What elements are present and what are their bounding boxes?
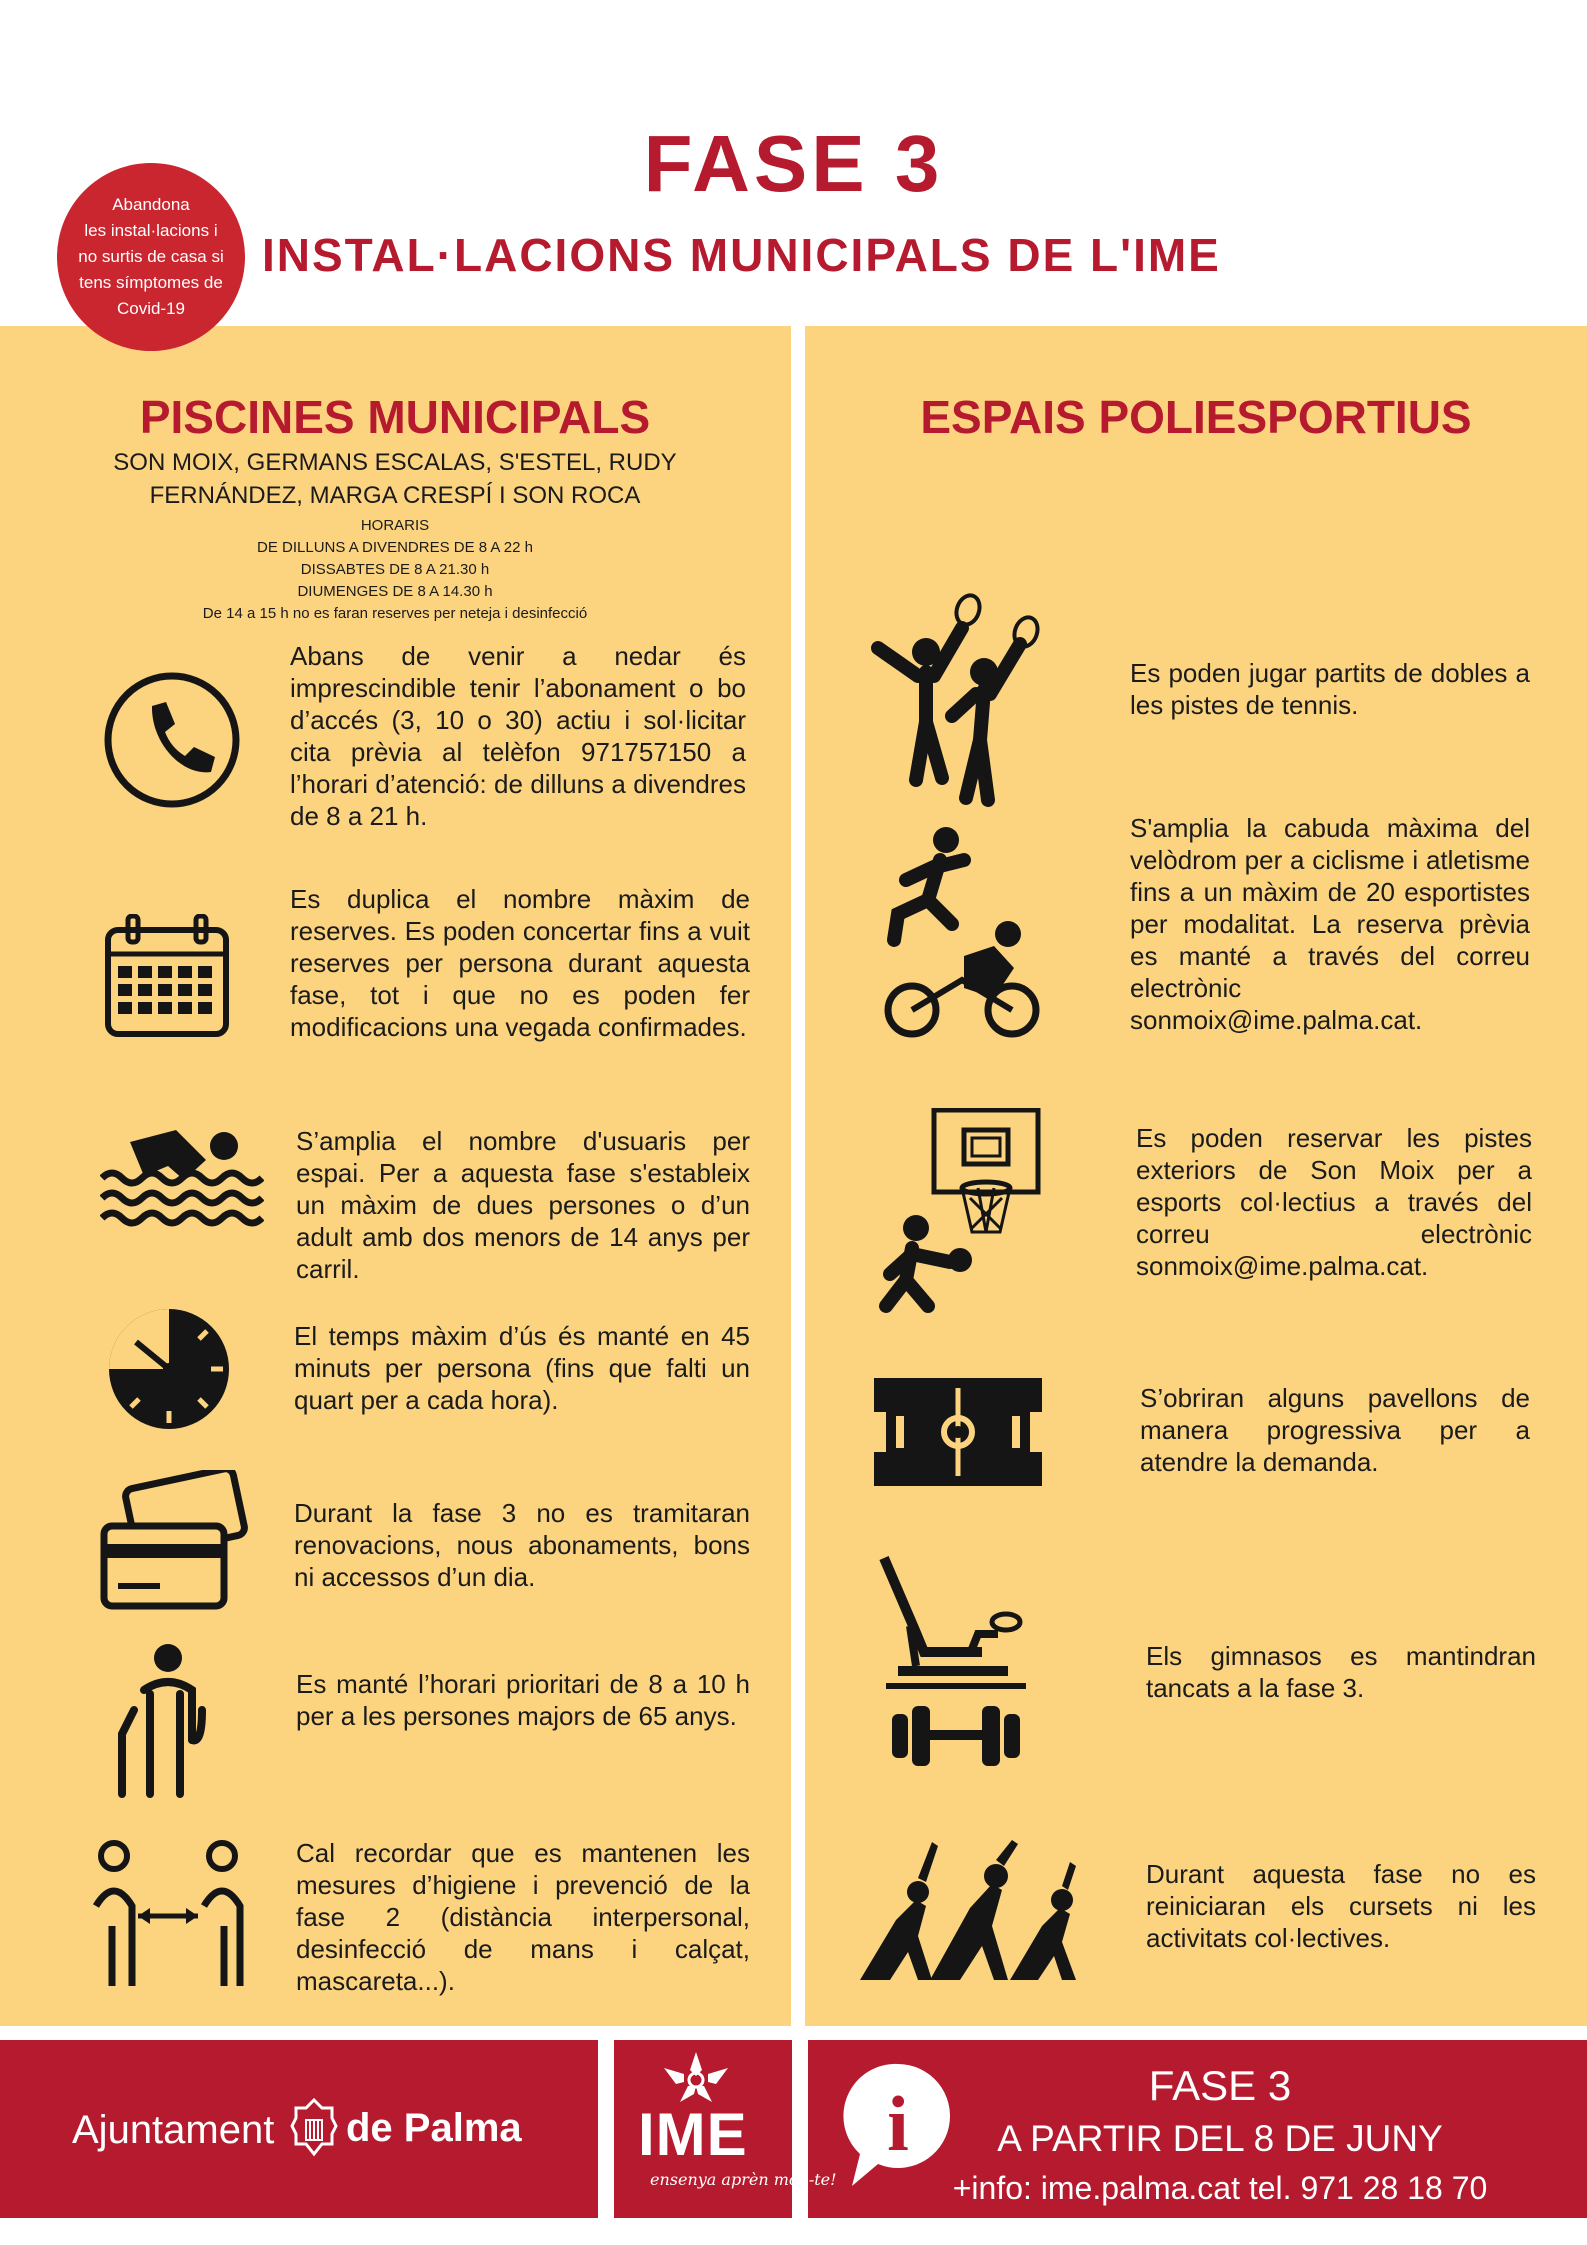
ime-logo-icon xyxy=(660,2048,732,2106)
pools-text-1: Abans de venir a nedar és imprescindible tenir l’abonament o bo d’accés (3, 10 o 30) actiu i sol·licitar cita prèvia al telèfon 971757150 a l’horari d’atenció: de dilluns a divendres de 8 a 21 h. xyxy=(290,641,746,831)
covid-warning-badge xyxy=(57,163,245,351)
cycling-athletics-icon xyxy=(872,826,1044,1038)
pools-venues xyxy=(60,446,730,512)
swimmer-icon xyxy=(100,1120,264,1232)
info-symbol: i xyxy=(887,2080,909,2167)
badge-line: Abandona xyxy=(112,195,190,214)
de-palma-text: de Palma xyxy=(346,2106,522,2150)
sports-text-4: S’obriran alguns pavellons de manera progressiva per a atendre la demanda. xyxy=(1140,1383,1530,1477)
venues-line: FERNÁNDEZ, MARGA CRESPÍ I SON ROCA xyxy=(149,482,641,509)
badge-line: les instal·lacions i xyxy=(84,221,218,240)
footer-contact: +info: ime.palma.cat tel. 971 28 18 70 xyxy=(952,2170,1488,2206)
pools-text-7: Cal recordar que es mantenen les mesures d’higiene i prevenció de la fase 2 (distància interpersonal, desinfecció de mans i calçat, mascareta...). xyxy=(296,1838,750,1996)
venues-line: SON MOIX, GERMANS ESCALAS, S'ESTEL, RUDY xyxy=(113,449,677,476)
footer-date: A PARTIR DEL 8 DE JUNY xyxy=(997,2118,1443,2159)
sports-text-2: S'amplia la cabuda màxima del velòdrom per a ciclisme i atletisme fins a un màxim de 20 esportistes per modalitat. La reserva prèvia es manté a través del correu electrònic sonmoix@ime.palma.cat. xyxy=(1130,813,1530,1035)
pools-text-5: Durant la fase 3 no es tramitaran renovacions, nous abonaments, bons ni accessos d’un dia. xyxy=(294,1498,750,1592)
page-subtitle: INSTAL·LACIONS MUNICIPALS DE L'IME xyxy=(262,229,1221,281)
schedule-line: DIUMENGES DE 8 A 14.30 h xyxy=(297,583,493,600)
clock-icon xyxy=(106,1306,232,1432)
footer-phase: FASE 3 xyxy=(1148,2062,1292,2109)
court-icon xyxy=(872,1376,1044,1488)
pools-text-3: S’amplia el nombre d'usuaris per espai. Per a aquesta fase s'estableix un màxim de dues persones o d’un adult amb dos menors de 14 anys per carril. xyxy=(296,1126,750,1284)
badge-line: tens símptomes de xyxy=(79,273,223,292)
schedule-line: DE DILLUNS A DIVENDRES DE 8 A 22 h xyxy=(257,539,533,556)
sports-text-3: Es poden reservar les pistes exteriors de Son Moix per a esports col·lectius a través del correu electrònic sonmoix@ime.palma.cat. xyxy=(1136,1123,1532,1281)
group-class-icon xyxy=(858,1838,1080,1982)
schedule-line: De 14 a 15 h no es faran reserves per neteja i desinfecció xyxy=(202,605,588,622)
pools-text-4: El temps màxim d’ús és manté en 45 minuts per persona (fins que falti un quart per a cada hora). xyxy=(294,1321,750,1415)
pools-text-6: Es manté l’horari prioritari de 8 a 10 h per a les persones majors de 65 anys. xyxy=(296,1669,750,1731)
elderly-icon xyxy=(104,1640,216,1800)
ajuntament-text: Ajuntament xyxy=(72,2108,275,2152)
tennis-icon xyxy=(866,590,1046,810)
gym-icon xyxy=(866,1556,1038,1766)
calendar-icon xyxy=(104,914,230,1038)
sports-title: ESPAIS POLIESPORTIUS xyxy=(920,391,1472,443)
pools-schedule xyxy=(60,515,730,625)
sports-text-5: Els gimnasos es mantindran tancats a la fase 3. xyxy=(1146,1641,1536,1703)
schedule-line: DISSABTES DE 8 A 21.30 h xyxy=(300,561,490,578)
palma-crest-icon xyxy=(290,2098,338,2160)
schedule-line: HORARIS xyxy=(360,517,430,534)
page-title: FASE 3 xyxy=(643,119,944,208)
ime-tagline: ensenya aprèn mou-te! xyxy=(650,2170,837,2189)
pools-text-2: Es duplica el nombre màxim de reserves. Es poden concertar fins a vuit reserves per persona durant aquesta fase, tot i que no es poden fer modificacions una vegada confirmades. xyxy=(290,884,750,1042)
sports-text-1: Es poden jugar partits de dobles a les pistes de tennis. xyxy=(1130,658,1530,720)
badge-line: no surtis de casa si xyxy=(78,247,224,266)
sports-text-6: Durant aquesta fase no es reiniciaran els cursets ni les activitats col·lectives. xyxy=(1146,1859,1536,1953)
badge-line: Covid-19 xyxy=(116,299,186,318)
pools-title: PISCINES MUNICIPALS xyxy=(139,391,651,443)
cards-icon xyxy=(100,1470,248,1614)
ime-text: IME xyxy=(638,2101,748,2168)
distance-icon xyxy=(86,1836,250,1992)
basketball-icon xyxy=(872,1108,1044,1314)
phone-icon xyxy=(100,668,244,812)
